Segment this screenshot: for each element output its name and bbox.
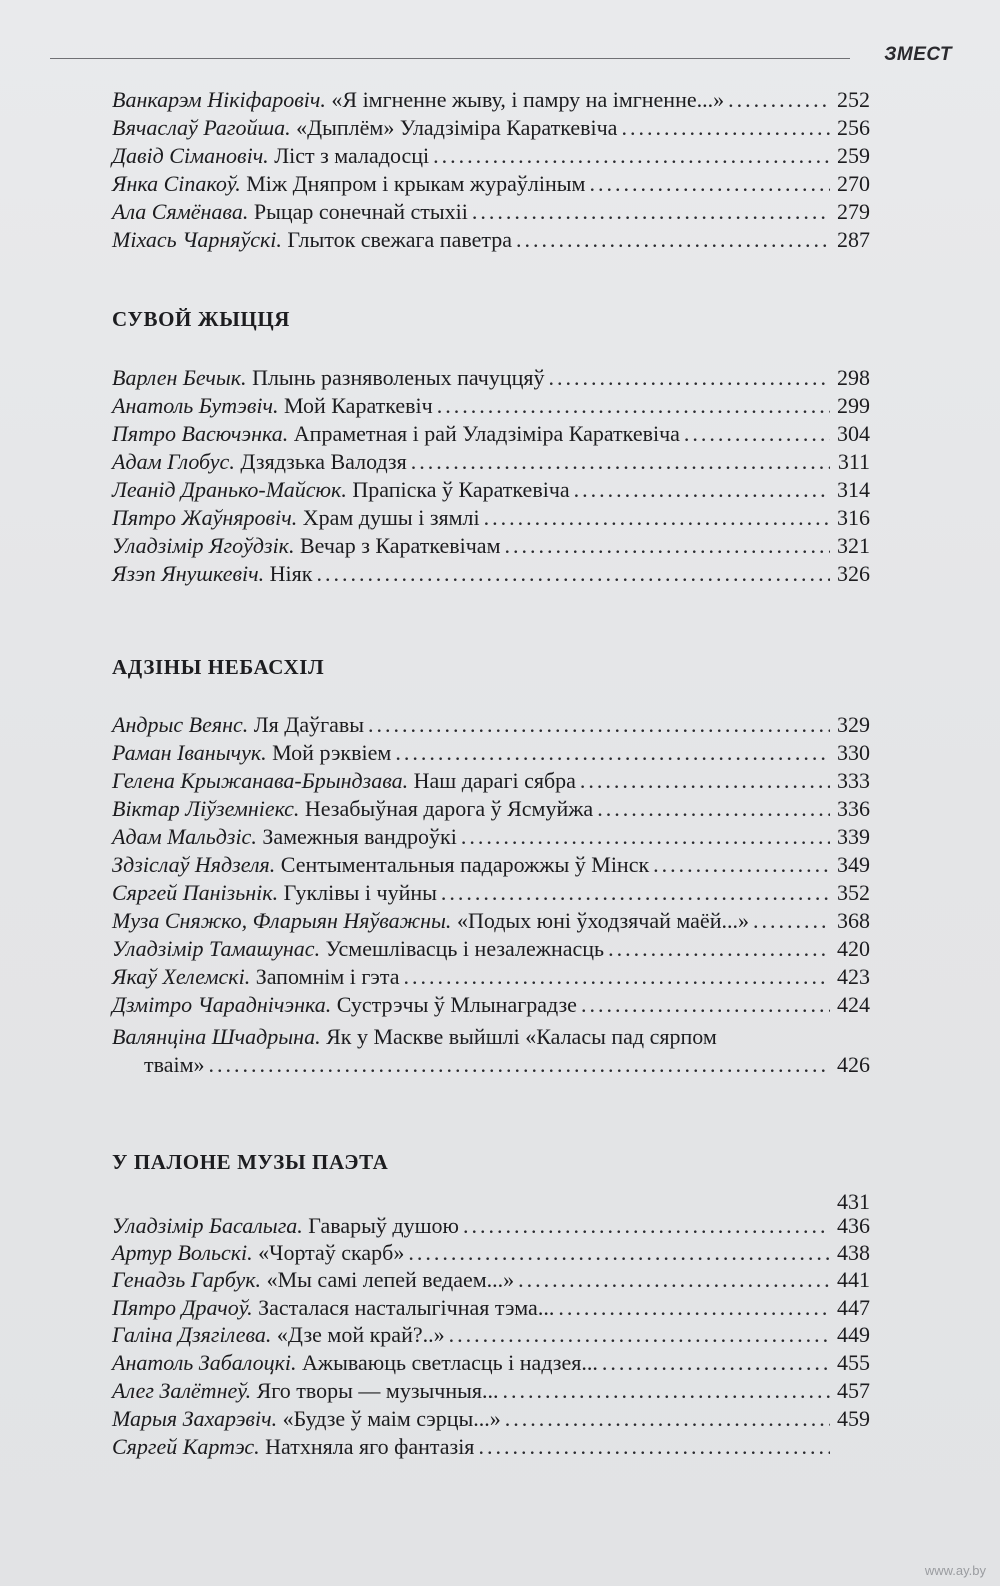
toc-entry <box>112 86 870 114</box>
entry-page: 420 <box>837 936 870 961</box>
entry-author: Ванкарэм Нікіфаровіч. <box>112 87 326 112</box>
entry-page: 287 <box>837 227 870 252</box>
entry-author: Артур Вольскі. <box>112 1240 253 1265</box>
entry-author: Гелена Крыжанава-Брындзава. <box>112 768 409 793</box>
entry-title: Замежныя вандроўкі <box>262 824 457 849</box>
toc-entry <box>112 851 870 879</box>
entry-author: Галіна Дзягілева. <box>112 1322 272 1347</box>
watermark: www.ay.by <box>924 1563 986 1578</box>
entry-page: 314 <box>837 477 870 502</box>
entry-page: 326 <box>837 561 870 586</box>
entry-title: Ля Даўгавы <box>253 712 365 737</box>
entry-title: Прапіска ў Караткевіча <box>352 477 570 502</box>
dot-leader <box>411 448 830 476</box>
entry-title: Гаварыў душою <box>308 1213 459 1238</box>
entry-page: 252 <box>837 87 870 112</box>
toc-entry <box>112 1023 870 1079</box>
running-head: ЗМЕСТ <box>884 44 952 65</box>
toc-entry <box>112 170 870 198</box>
toc-entry <box>112 963 870 991</box>
entry-page: 336 <box>837 796 870 821</box>
dot-leader <box>653 851 830 879</box>
entry-author: Алег Залётнеў. <box>112 1378 252 1403</box>
entry-page: 321 <box>837 533 870 558</box>
dot-leader <box>503 1377 830 1405</box>
entry-title: Сентыментальныя падарожжы ў Мінск <box>280 852 650 877</box>
entry-title: Ніяк <box>269 561 313 586</box>
entry-author: Вячаслаў Рагойша. <box>112 115 291 140</box>
entry-title: «Подых юні ўходзячай маёй...» <box>456 908 749 933</box>
entry-author: Пятро Жаўняровіч. <box>112 505 298 530</box>
entry-author: Янка Сіпакоў. <box>112 171 241 196</box>
entry-title: Усмешлівасць і незалежнасць <box>325 936 605 961</box>
dot-leader <box>316 560 830 588</box>
dot-leader <box>580 767 830 795</box>
entry-title: Засталася насталыгічная тэма... <box>258 1295 555 1320</box>
section-heading: АДЗІНЫ НЕБАСХІЛ <box>112 655 325 679</box>
entry-author: Адам Глобус. <box>112 449 235 474</box>
entry-author: Давід Сімановіч. <box>112 143 269 168</box>
dot-leader <box>602 1349 830 1377</box>
entry-title: Сустрэчы ў Млынаградзе <box>336 992 577 1017</box>
entry-page: 438 <box>837 1240 870 1265</box>
entry-author: Адам Мальдзіс. <box>112 824 257 849</box>
toc-entry <box>112 198 870 226</box>
entry-page: 457 <box>837 1378 870 1403</box>
entry-page: 431 <box>837 1189 870 1214</box>
toc-entry <box>112 991 870 1019</box>
entry-page: 426 <box>837 1052 870 1077</box>
dot-leader <box>516 226 830 254</box>
entry-author: Пятро Драчоў. <box>112 1295 253 1320</box>
toc-entry <box>112 1294 870 1322</box>
entry-author: Ала Сямёнава. <box>112 199 249 224</box>
toc-entry <box>112 935 870 963</box>
entry-title: «Дзе мой край?..» <box>276 1322 445 1347</box>
entry-title: Дзядзька Валодзя <box>240 449 407 474</box>
dot-leader <box>753 907 830 935</box>
entry-page: 455 <box>837 1350 870 1375</box>
entry-page: 368 <box>837 908 870 933</box>
entry-title: Гуклівы і чуйны <box>283 880 437 905</box>
entry-title: Запомнім і гэта <box>255 964 400 989</box>
entry-page: 279 <box>837 199 870 224</box>
header-rule <box>50 58 850 59</box>
entry-author: Анатоль Бутэвіч. <box>112 393 279 418</box>
entry-title: Натхняла яго фантазія <box>265 1434 475 1459</box>
toc-entry <box>112 1377 870 1405</box>
entry-author: Муза Сняжко, Фларыян Няўважны. <box>112 908 452 933</box>
entry-author: Леанід Дранько-Майсюк. <box>112 477 347 502</box>
entry-title: «Будзе ў маім сэрцы...» <box>282 1406 501 1431</box>
entry-title: «Чортаў скарб» <box>258 1240 405 1265</box>
dot-leader <box>449 1321 830 1349</box>
entry-page: 311 <box>837 449 870 474</box>
toc-entry <box>112 907 870 935</box>
entry-page: 447 <box>837 1295 870 1320</box>
entry-page: 339 <box>837 824 870 849</box>
toc-entry <box>112 879 870 907</box>
dot-leader <box>408 1239 830 1267</box>
entry-author: Якаў Хелемскі. <box>112 964 251 989</box>
entry-title: Рыцар сонечнай стыхіі <box>253 199 468 224</box>
dot-leader <box>484 504 830 532</box>
entry-author: Уладзімір Тамашунас. <box>112 936 321 961</box>
entry-page: 304 <box>837 421 870 446</box>
entry-title: Храм душы і зямлі <box>302 505 480 530</box>
entry-page: 270 <box>837 171 870 196</box>
toc-entry <box>112 420 870 448</box>
toc-entry <box>112 364 870 392</box>
entry-author: Уладзімір Басалыга. <box>112 1213 303 1238</box>
entry-author: Язэп Янушкевіч. <box>112 561 265 586</box>
entry-title: Між Дняпром і крыкам жураўліным <box>246 171 586 196</box>
entry-page: 449 <box>837 1322 870 1347</box>
toc-entry <box>112 1266 870 1294</box>
dot-leader <box>478 1433 830 1461</box>
dot-leader <box>472 198 830 226</box>
entry-page: 329 <box>837 712 870 737</box>
entry-title-continuation: тваім» <box>144 1052 205 1077</box>
entry-author: Раман Іванычук. <box>112 740 267 765</box>
dot-leader <box>558 1294 830 1322</box>
entry-page: 330 <box>837 740 870 765</box>
dot-leader <box>589 170 830 198</box>
entry-author: Дзмітро Чараднічэнка. <box>112 992 332 1017</box>
entry-title: Яго творы — музычныя... <box>256 1378 499 1403</box>
dot-leader <box>433 142 830 170</box>
section-heading: СУВОЙ ЖЫЦЦЯ <box>112 307 291 331</box>
toc-entry <box>112 795 870 823</box>
entry-author: Пятро Васючэнка. <box>112 421 289 446</box>
toc-entry <box>112 1349 870 1377</box>
toc-entry <box>112 114 870 142</box>
dot-leader <box>574 476 830 504</box>
dot-leader <box>621 114 830 142</box>
toc-entry <box>112 1239 870 1267</box>
section-heading: У ПАЛОНЕ МУЗЫ ПАЭТА <box>112 1150 389 1174</box>
entry-author: Варлен Бечык. <box>112 365 247 390</box>
entry-title: Ліст з маладосці <box>274 143 430 168</box>
entry-author: Анатоль Забалоцкі. <box>112 1350 297 1375</box>
toc-entry <box>112 142 870 170</box>
dot-leader <box>395 739 830 767</box>
toc-entry <box>112 823 870 851</box>
dot-leader <box>728 86 830 114</box>
entry-author: Здзіслаў Нядзеля. <box>112 852 276 877</box>
entry-title: Ажываюць светласць і надзея... <box>302 1350 598 1375</box>
entry-title: «Дыплём» Уладзіміра Караткевіча <box>296 115 618 140</box>
toc-entry <box>112 1433 870 1461</box>
dot-leader <box>209 1051 830 1079</box>
entry-page: 436 <box>837 1213 870 1238</box>
dot-leader <box>461 823 830 851</box>
toc-entry <box>112 532 870 560</box>
entry-page: 459 <box>837 1406 870 1431</box>
dot-leader <box>463 1212 830 1240</box>
entry-title: Мой рэквіем <box>272 740 392 765</box>
dot-leader <box>368 711 830 739</box>
entry-author: Сяргей Панізьнік. <box>112 880 279 905</box>
entry-title: Як у Маскве выйшлі «Каласы пад сярпом <box>326 1024 717 1049</box>
entry-title: Апраметная і рай Уладзіміра Караткевіча <box>293 421 680 446</box>
entry-title: Плынь разняволеных пачуццяў <box>252 365 545 390</box>
toc-entry <box>112 711 870 739</box>
dot-leader <box>581 991 830 1019</box>
entry-author: Марыя Захарэвіч. <box>112 1406 278 1431</box>
entry-author: Міхась Чарняўскі. <box>112 227 282 252</box>
entry-author: Уладзімір Ягоўдзік. <box>112 533 295 558</box>
toc-entry <box>112 1212 870 1240</box>
dot-leader <box>597 795 830 823</box>
dot-leader <box>684 420 830 448</box>
toc-entry <box>112 476 870 504</box>
toc-entry <box>112 392 870 420</box>
toc-entry <box>112 448 870 476</box>
entry-title: «Я імгненне жыву, і памру на імгненне...» <box>331 87 725 112</box>
entry-author: Віктар Ліўземніекс. <box>112 796 300 821</box>
entry-page: 349 <box>837 852 870 877</box>
entry-page: 316 <box>837 505 870 530</box>
dot-leader <box>441 879 830 907</box>
entry-title: Незабыўная дарога ў Ясмуйжа <box>304 796 594 821</box>
dot-leader <box>505 532 831 560</box>
entry-page: 259 <box>837 143 870 168</box>
entry-title: Мой Караткевіч <box>284 393 433 418</box>
dot-leader <box>437 392 830 420</box>
entry-title: «Мы самі лепей ведаем...» <box>266 1267 515 1292</box>
entry-author: Генадзь Гарбук. <box>112 1267 262 1292</box>
entry-author: Сяргей Картэс. <box>112 1434 260 1459</box>
entry-title: Наш дарагі сябра <box>413 768 576 793</box>
entry-title: Вечар з Караткевічам <box>299 533 501 558</box>
entry-page: 298 <box>837 365 870 390</box>
dot-leader <box>404 963 831 991</box>
dot-leader <box>549 364 831 392</box>
dot-leader <box>518 1266 830 1294</box>
toc-entry <box>112 226 870 254</box>
entry-title: Глыток свежага паветра <box>287 227 513 252</box>
entry-page: 441 <box>837 1267 870 1292</box>
entry-page: 333 <box>837 768 870 793</box>
entry-page: 352 <box>837 880 870 905</box>
toc-entry <box>112 504 870 532</box>
toc-entry <box>112 1405 870 1433</box>
dot-leader <box>505 1405 830 1433</box>
entry-author: Андрыс Веянс. <box>112 712 249 737</box>
entry-page: 256 <box>837 115 870 140</box>
entry-author: Валянціна Шчадрына. <box>112 1024 321 1049</box>
toc-entry <box>112 739 870 767</box>
toc-entry <box>112 1321 870 1349</box>
entry-page: 423 <box>837 964 870 989</box>
toc-entry <box>112 560 870 588</box>
dot-leader <box>608 935 830 963</box>
entry-page: 424 <box>837 992 870 1017</box>
toc-entry <box>112 767 870 795</box>
entry-page: 299 <box>837 393 870 418</box>
